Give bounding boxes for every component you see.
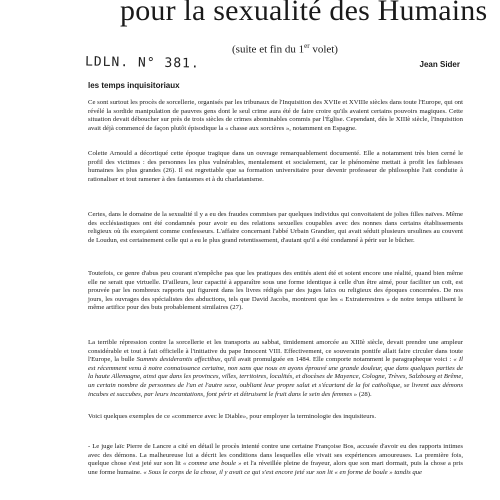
quote-boule: « comme une boule » [182,460,242,468]
paragraph-7-quote: « Sous le corps de la chose, il y avait ce qui s'est encore jeté sur son lit « en forme de boule » tandis que [143,468,423,476]
paragraph-4: Toutefois, ce genre d'abus peu courant n'empêche pas que les pratiques des entités aient été et soient encore une réalité, quand bien même elle ne serait que virtuelle. D'ailleurs, leur capacité à apparaître sous une forme identique à celle d'un être aimé, pour faciliter un coït, est prouvée par les nombreux rapports qui figurent dans les livres rédigés par des juges laïcs ou religieux des époques concernées. De nos jours, les ouvrages des spécialistes des abductions, tels que David Jacobs, montrent que les « Extraterrestres » de notre temps utilisent le même artifice pour des buts probablement similaires (27). [88,270,463,312]
paragraph-5-text-e: » (28). [352,390,372,398]
paragraph-1: Ce sont surtout les procès de sorcellerie, organisés par les tribunaux de l'Inquisition des XVIIe et XVIIIe siècles dans toute l'Europe, qui ont révélé la sordide manipulation de pauvres gens dont le seul crime aura été de faire croire qu'ils avaient certains pouvoirs magiques. Cette situation devait déboucher sur près de trois siècles de crimes abominables commis par l'Église. Cependant, dès le XIIIè siècle, l'Inquisition avait déjà commencé de façon plutôt épisodique la « chasse aux sorcières », notamment en Espagne. [88,99,463,132]
subtitle-end: volet) [309,43,338,56]
paragraph-7 [88,443,463,477]
article-title: pour la sexualité des Humains [120,0,488,27]
bull-quotation: « Il est récemment venu à notre connaissance certaine, non sans que nous en ayons éprouvé une grande douleur, que dans quelques parties de la haute Allemagne, ainsi que dans les provinces, villes, territoires, localités, et diocèses de Mayence, Cologne, Trèves, Salzbourg et Brême, un certain nombre de personnes de l'un et l'autre sexe, oubliant leur propre salut et s'écartant de la foi catholique, se livrent aux démons incubes et succubes, par leurs incantations, font périr et détruisent le fruit dans le sein des femmes [88,356,463,398]
paragraph-7-text-c: et l'a réveillée pleine de frayeur, alors que son mari dormait, puis la chose a pris une forme humaine. [88,460,463,476]
paragraph-2: Colette Arnould a décortiqué cette époque tragique dans un ouvrage remarquablement documenté. Elle a notamment très bien cerné le profil des victimes : des personnes les plus vulnérables, mentalement et socialement, car le phénomène mettait à profit les faiblesses humaines les plus grandes (26). Il est regrettable que sa formation universitaire pour devenir professeur de philosophie l'ait conduite à rationaliser et tout ramener à des fantasmes et à du charlatanisme. [88,150,463,183]
subtitle-superscript: er [304,42,310,50]
handwritten-reference: LDLN. N° 381. [84,54,200,72]
subtitle-main: (suite et fin du 1 [232,43,305,56]
article-subtitle [205,39,365,57]
paragraph-7-text-a: - Le juge laïc Pierre de Lancre a cité en détail le procès intenté contre une certaine Françoise Bos, accusée d'avoir eu des rapports intimes avec des démons. La malheureuse lui a décrit les conditions dans lesquelles elle vivait ses expériences amoureuses. La première fois, quelque chose s'est jeté sur son lit [88,443,463,468]
papal-bull-title: Summis desiderantis affectibus [136,356,221,364]
paragraph-3: Certes, dans le domaine de la sexualité il y a eu des fraudes commises par quelques individus qui convoitaient de jolies filles naïves. Même des ecclésiastiques ont été condamnés pour avoir eu des relations sexuelles coupables avec des nonnes dans certains établissements religieux où ils exerçaient comme confesseurs. L'affaire concernant l'abbé Urbain Grandier, qui avait séduit plusieurs ursulines au couvent de Loudun, est certainement celle qui a eu le plus grand retentissement, d'autant qu'il a été condamné à périr sur le bûcher. [88,211,463,244]
section-heading: les temps inquisitoriaux [88,81,180,90]
paragraph-5-text-a: La terrible répression contre la sorcellerie et les transports au sabbat, timidement amorcée au XIIIè siècle, devait prendre une ampleur considérable et tout à fait officielle à l'initiative du pape Innocent VIII. Effectivement, ce souverain pontife allait faire circuler dans toute l'Europe, la bulle [88,339,463,364]
paragraph-5 [88,339,463,399]
author-name: Jean Sider [419,60,460,69]
paragraph-5-text-c: , qu'il avait promulguée en 1484. Elle comporte notamment le paragrapheque voici : [220,356,454,364]
paragraph-6: Voici quelques exemples de ce «commerce avec le Diable», pour employer la terminologie des inquisiteurs. [88,413,377,420]
